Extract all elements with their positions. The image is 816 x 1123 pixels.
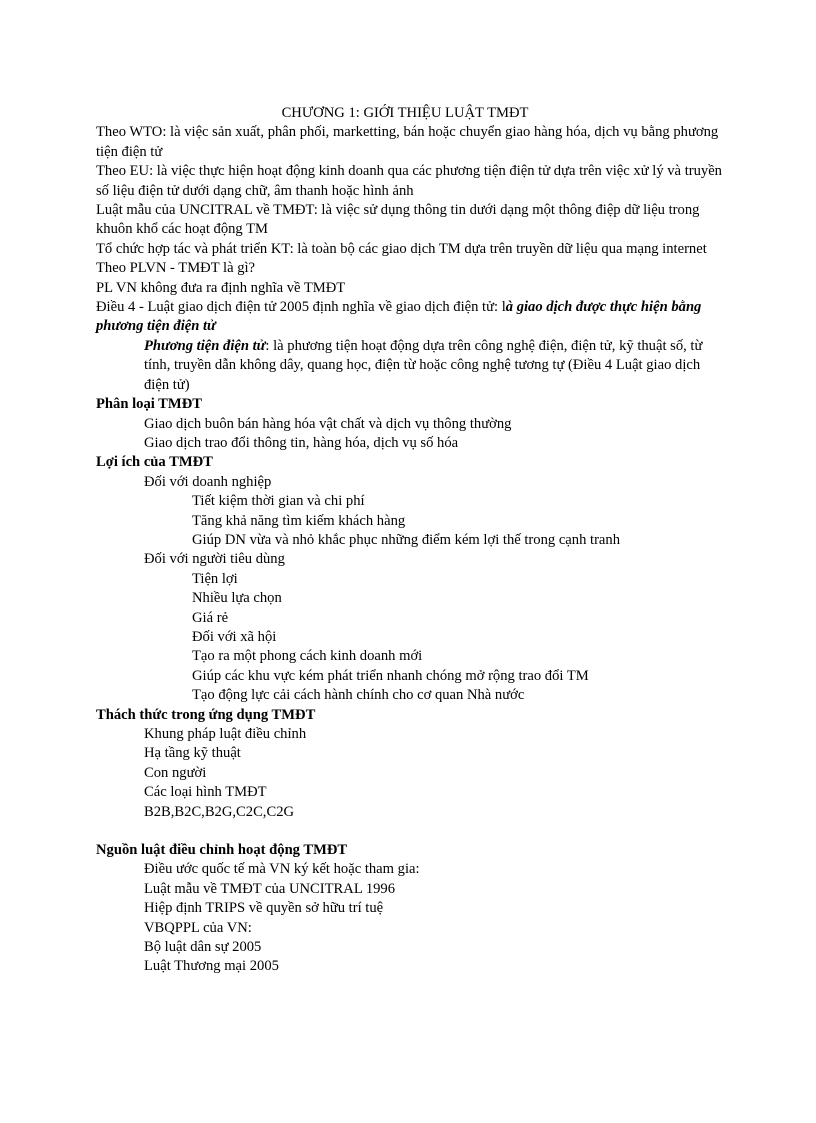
phan-loai-heading: Phân loại TMĐT (96, 396, 202, 413)
nguon-luat-heading: Nguồn luật điều chỉnh hoạt động TMĐT (96, 842, 348, 859)
list-item: Hiệp định TRIPS về quyền sở hữu trí tuệ (144, 900, 384, 917)
doanh-nghiep-label: Đối với doanh nghiệp (144, 473, 272, 490)
list-item: Tăng khả năng tìm kiếm khách hàng (192, 512, 406, 529)
dieu4-text: Điều 4 - Luật giao dịch điện tử 2005 định nghĩa về giao dịch điện tử: l (96, 299, 506, 316)
list-item: B2B,B2C,B2G,C2C,C2G (144, 803, 295, 820)
ptdt-term: Phương tiện điện tử (144, 337, 266, 354)
list-item: Khung pháp luật điều chỉnh (144, 726, 307, 742)
list-item: VBQPPL của VN: (144, 919, 252, 936)
list-item: Luật Thương mại 2005 (144, 958, 279, 975)
def-oecd: Tổ chức hợp tác và phát triển KT: là toàn bộ các giao dịch TM dựa trên truyền dữ liệu qua mạng internet (96, 240, 707, 257)
list-item: Bộ luật dân sự 2005 (144, 939, 262, 956)
def-eu: Theo EU: là việc thực hiện hoạt động kinh doanh qua các phương tiện điện tử dựa trên việc xử lý và truyền số liệu điện tử dưới dạng chữ, âm thanh hoặc hình ảnh (96, 163, 722, 199)
list-item: Nhiều lựa chọn (192, 590, 282, 607)
chapter-title: CHƯƠNG 1: GIỚI THIỆU LUẬT TMĐT (281, 105, 529, 121)
list-item: Giao dịch trao đổi thông tin, hàng hóa, dịch vụ số hóa (144, 434, 459, 451)
list-item: Tạo động lực cải cách hành chính cho cơ quan Nhà nước (192, 687, 525, 704)
def-uncitral: Luật mẫu của UNCITRAL về TMĐT: là việc sử dụng thông tin dưới dạng một thông điệp dữ liệu trong khuôn khổ các hoạt động TM (96, 202, 700, 238)
document-page (96, 104, 726, 977)
list-item: Tiết kiệm thời gian và chi phí (192, 493, 365, 510)
list-item: Luật mẫu về TMĐT của UNCITRAL 1996 (144, 880, 396, 897)
list-item: Các loại hình TMĐT (144, 784, 267, 801)
list-item: Giúp các khu vực kém phát triển nhanh chóng mở rộng trao đổi TM (192, 667, 589, 684)
ptdt-paragraph (96, 337, 726, 395)
def-wto: Theo WTO: là việc sản xuất, phân phối, marketting, bán hoặc chuyển giao hàng hóa, dịch vụ bằng phương tiện điện tử (96, 124, 719, 160)
list-item: Con người (144, 764, 207, 781)
plvn-question: Theo PLVN - TMĐT là gì? (96, 260, 256, 277)
nguoi-tieu-dung-label: Đối với người tiêu dùng (144, 551, 285, 568)
thach-thuc-heading: Thách thức trong ứng dụng TMĐT (96, 706, 316, 723)
spacer (96, 822, 726, 841)
list-item: Đối với xã hội (192, 628, 277, 645)
list-item: Giúp DN vừa và nhỏ khắc phục những điểm kém lợi thế trong cạnh tranh (192, 531, 621, 548)
list-item: Giao dịch buôn bán hàng hóa vật chất và dịch vụ thông thường (144, 415, 512, 432)
ptdt-definition: : là phương tiện hoạt động dựa trên công nghệ điện, điện tử, kỹ thuật số, từ tính, truyền dẫn không dây, quang học, điện từ hoặc công nghệ tương tự (Điều 4 Luật giao dịch điện tử) (144, 337, 703, 393)
list-item: Hạ tầng kỹ thuật (144, 745, 241, 762)
list-item: Tiện lợi (192, 570, 238, 587)
loi-ich-heading: Lợi ích của TMĐT (96, 454, 213, 471)
list-item: Tạo ra một phong cách kinh doanh mới (192, 648, 423, 665)
list-item: Điều ước quốc tế mà VN ký kết hoặc tham gia: (144, 861, 420, 878)
dieu4-emphasis: à giao dịch được thực hiện bằng phương tiện điện tử (96, 299, 702, 335)
list-item: Giá rẻ (192, 609, 229, 626)
plvn-answer: PL VN không đưa ra định nghĩa về TMĐT (96, 279, 346, 296)
dieu4-paragraph (96, 298, 726, 337)
